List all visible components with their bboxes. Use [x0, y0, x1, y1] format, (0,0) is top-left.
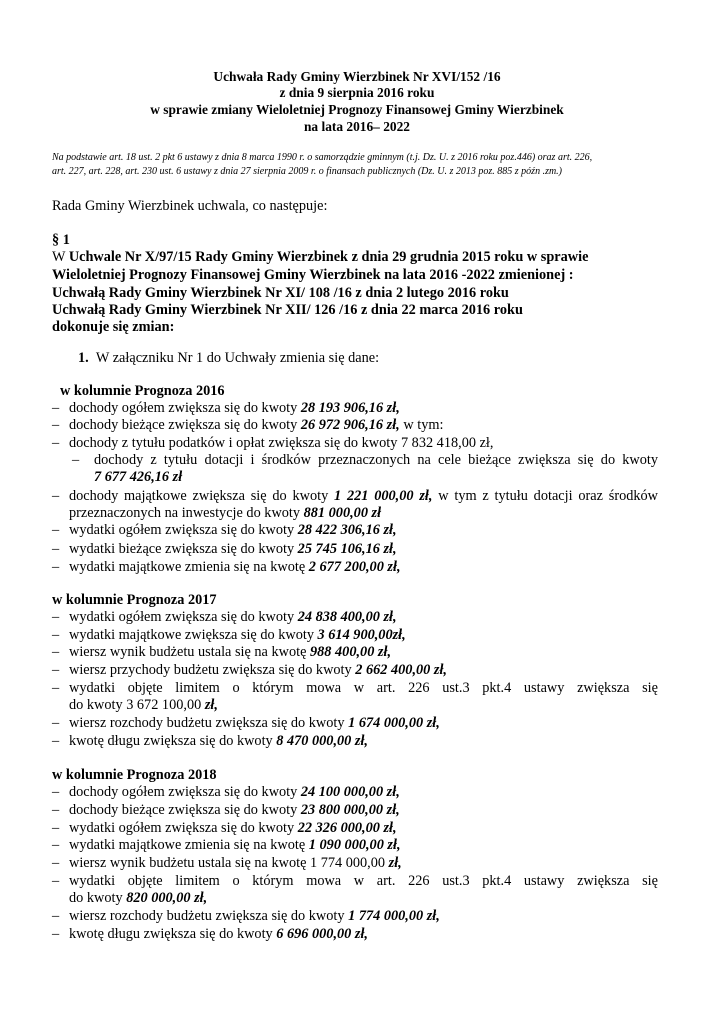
legal-basis [52, 151, 662, 179]
list-item: kwotę długu zwiększa się do kwoty 8 470 000,00 zł, [69, 733, 369, 749]
list-item: wydatki ogółem zwiększa się do kwoty 22 326 000,00 zł, [69, 820, 397, 836]
dash: – [52, 559, 60, 575]
dash: – [52, 784, 60, 800]
list-item: wydatki majątkowe zmienia się na kwotę 2 677 200,00 zł, [69, 559, 401, 575]
list-item-continued: przeznaczonych na inwestycje do kwoty 881 000,00 zł [69, 505, 382, 521]
list-item: dochody majątkowe zwiększa się do kwoty 1 221 000,00 zł, w tym z tytułu dotacji oraz środków [69, 488, 659, 504]
heading-2016: w kolumnie Prognoza 2016 [60, 383, 225, 399]
list-item: dochody ogółem zwiększa się do kwoty 28 193 906,16 zł, [69, 400, 400, 416]
dash: – [52, 522, 60, 538]
list-item: wydatki ogółem zwiększa się do kwoty 24 838 400,00 zł, [69, 609, 397, 625]
list-item-continued: do kwoty 3 672 100,00 zł, [69, 697, 218, 713]
dash: – [52, 417, 60, 433]
list-item: dochody ogółem zwiększa się do kwoty 24 100 000,00 zł, [69, 784, 400, 800]
dash: – [52, 627, 60, 643]
dash: – [52, 855, 60, 871]
dash: – [52, 609, 60, 625]
list-item: kwotę długu zwiększa się do kwoty 6 696 000,00 zł, [69, 926, 369, 942]
dash: – [52, 715, 60, 731]
dash: – [52, 644, 60, 660]
dash: – [72, 452, 80, 468]
list-item: wydatki majątkowe zwiększa się do kwoty 3 614 900,00zł, [69, 627, 406, 643]
list-item: wydatki ogółem zwiększa się do kwoty 28 422 306,16 zł, [69, 522, 397, 538]
list-item: wiersz rozchody budżetu zwiększa się do kwoty 1 774 000,00 zł, [69, 908, 440, 924]
list-item: wiersz wynik budżetu ustala się na kwotę 1 774 000,00 zł, [69, 855, 402, 871]
section-line-4: Uchwałą Rady Gminy Wierzbinek Nr XII/ 126 /16 z dnia 22 marca 2016 roku [52, 302, 523, 318]
dash: – [52, 820, 60, 836]
dash: – [52, 873, 60, 889]
dash: – [52, 541, 60, 557]
dash: – [52, 926, 60, 942]
point-1: 1. W załączniku Nr 1 do Uchwały zmienia się dane: [78, 350, 380, 366]
list-item: wydatki objęte limitem o którym mowa w art. 226 ust.3 pkt.4 ustawy zwiększa się [69, 680, 658, 696]
list-item-continued: do kwoty 820 000,00 zł, [69, 890, 208, 906]
list-item: wydatki objęte limitem o którym mowa w art. 226 ust.3 pkt.4 ustawy zwiększa się [69, 873, 658, 889]
legal-basis-line-2: art. 227, art. 228, art. 230 ust. 6 ustawy z dnia 27 sierpnia 2009 r. o finansach publicznych (Dz. U. z 2013 poz. 885 z późn .zm.) [52, 166, 563, 177]
dash: – [52, 400, 60, 416]
section-line-3: Uchwałą Rady Gminy Wierzbinek Nr XI/ 108 /16 z dnia 2 lutego 2016 roku [52, 285, 509, 301]
list-item: wiersz przychody budżetu zwiększa się do kwoty 2 662 400,00 zł, [69, 662, 447, 678]
list-item-nested-amount: 7 677 426,16 zł [94, 469, 183, 485]
list-item: wiersz wynik budżetu ustala się na kwotę 988 400,00 zł, [69, 644, 392, 660]
section-line-1: W Uchwale Nr X/97/15 Rady Gminy Wierzbinek z dnia 29 grudnia 2015 roku w sprawie [52, 249, 589, 265]
list-item-nested: dochody z tytułu dotacji i środków przeznaczonych na cele bieżące zwiększa się do kwoty [94, 452, 658, 468]
dash: – [52, 733, 60, 749]
list-item: wydatki majątkowe zmienia się na kwotę 1 090 000,00 zł, [69, 837, 401, 853]
heading-2018: w kolumnie Prognoza 2018 [52, 767, 217, 783]
list-item: dochody bieżące zwiększa się do kwoty 23 800 000,00 zł, [69, 802, 400, 818]
dash: – [52, 488, 60, 504]
title-line-3: w sprawie zmiany Wieloletniej Prognozy Finansowej Gminy Wierzbinek [150, 102, 564, 117]
section-line-5: dokonuje się zmian: [52, 319, 175, 335]
dash: – [52, 435, 60, 451]
intro-text: Rada Gminy Wierzbinek uchwala, co następuje: [52, 198, 328, 214]
list-item: dochody z tytułu podatków i opłat zwiększa się do kwoty 7 832 418,00 zł, [69, 435, 494, 451]
section-line-2: Wieloletniej Prognozy Finansowej Gminy Wierzbinek na lata 2016 -2022 zmienionej : [52, 267, 574, 283]
list-item: wiersz rozchody budżetu zwiększa się do kwoty 1 674 000,00 zł, [69, 715, 440, 731]
dash: – [52, 662, 60, 678]
title-line-4: na lata 2016– 2022 [303, 119, 410, 134]
dash: – [52, 908, 60, 924]
heading-2017: w kolumnie Prognoza 2017 [52, 592, 217, 608]
dash: – [52, 837, 60, 853]
list-item: dochody bieżące zwiększa się do kwoty 26 972 906,16 zł, w tym: [69, 417, 444, 433]
title-line-2: z dnia 9 sierpnia 2016 roku [279, 85, 435, 100]
title-line-1: Uchwała Rady Gminy Wierzbinek Nr XVI/152 /16 [213, 69, 501, 84]
dash: – [52, 802, 60, 818]
section-mark: § 1 [52, 232, 70, 248]
legal-basis-line-1: Na podstawie art. 18 ust. 2 pkt 6 ustawy z dnia 8 marca 1990 r. o samorządzie gminnym (t.j. Dz. U. z 2016 roku poz.446) oraz art. 226, [52, 152, 593, 163]
dash: – [52, 680, 60, 696]
list-item: wydatki bieżące zwiększa się do kwoty 25 745 106,16 zł, [69, 541, 397, 557]
